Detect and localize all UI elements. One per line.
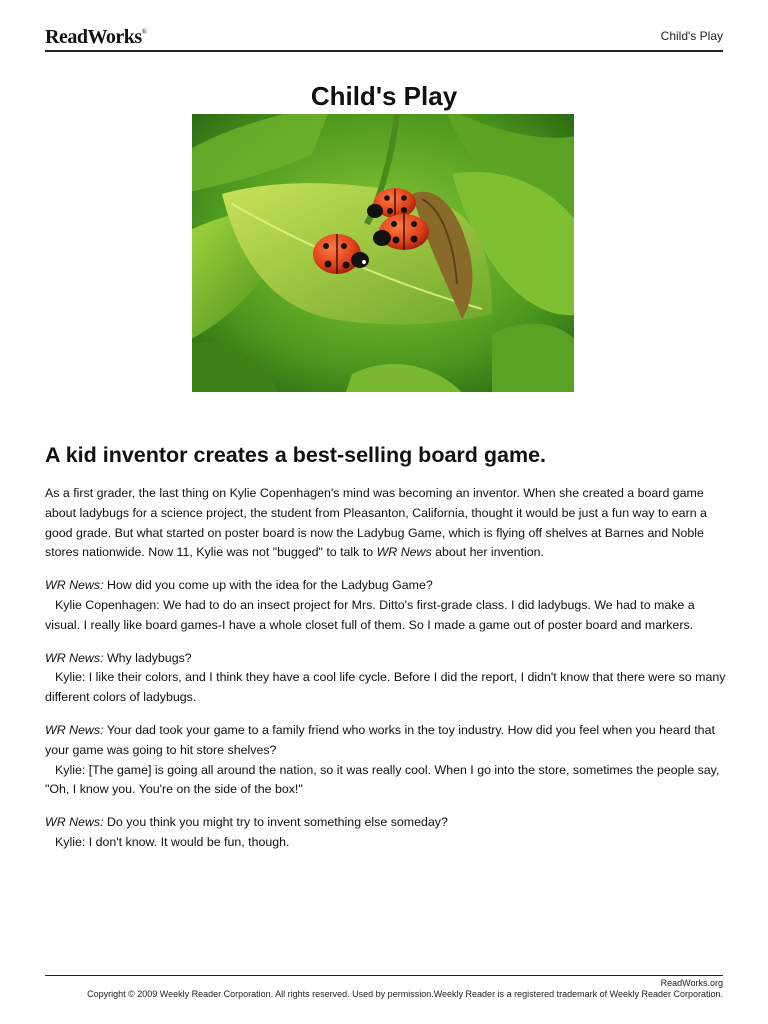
qa-answer: Kylie: I don't know. It would be fun, though. [55, 834, 290, 849]
qa-speaker: WR News: [45, 578, 104, 593]
qa-answer: Kylie: [The game] is going all around the nation, so it was really cool. When I go into the store, sometimes the people say, "Oh, I know you. You're on the side of the box!" [45, 762, 720, 797]
footer-site-link[interactable]: ReadWorks.org [660, 978, 723, 988]
page-header [45, 26, 723, 52]
qa-block [45, 649, 730, 708]
qa-question: Why ladybugs? [103, 650, 192, 665]
qa-answer: Kylie Copenhagen: We had to do an insect project for Mrs. Ditto's first-grade class. I did ladybugs. We had to make a visual. I really like board games-I have a whole closet full of them. So I made a game out of poster board and markers. [45, 597, 695, 632]
qa-question: Do you think you might try to invent something else someday? [103, 815, 448, 830]
qa-question: Your dad took your game to a family friend who works in the toy industry. How did you feel when you heard that your game was going to hit store shelves? [45, 722, 715, 757]
qa-block [45, 813, 730, 853]
qa-question: How did you come up with the idea for the Ladybug Game? [103, 578, 433, 593]
qa-speaker: WR News: [45, 815, 104, 830]
qa-speaker: WR News: [45, 650, 104, 665]
ladybugs-photo [192, 114, 574, 392]
qa-block [45, 721, 730, 800]
intro-paragraph: As a first grader, the last thing on Kylie Copenhagen's mind was becoming an inventor. When she created a board game about ladybugs for a science project, the student from Pleasanton, California, thought it would be just a fun way to earn a good grade. But what started on poster board is now the Ladybug Game, which is flying off shelves at Barnes and Noble stores nationwide. Now 11, Kylie was not "bugged" to talk to WR News about her invention. [45, 486, 707, 560]
page-footer [45, 975, 723, 999]
qa-block [45, 576, 730, 635]
qa-answer: Kylie: I like their colors, and I think they have a cool life cycle. Before I did the report, I didn't know that there were so many different colors of ladybugs. [45, 670, 726, 705]
page-title: Child's Play [310, 81, 458, 111]
qa-speaker: WR News: [45, 722, 104, 737]
header-document-title: Child's Play [660, 29, 723, 43]
article-body [45, 484, 730, 866]
footer-copyright: Copyright © 2009 Weekly Reader Corporation. All rights reserved. Used by permission.Weekly Reader is a registered trademark of Weekly Reader Corporation. [87, 989, 723, 999]
readworks-logo: ReadWorks® [45, 26, 147, 48]
article-subheading: A kid inventor creates a best-selling board game. [45, 443, 547, 467]
